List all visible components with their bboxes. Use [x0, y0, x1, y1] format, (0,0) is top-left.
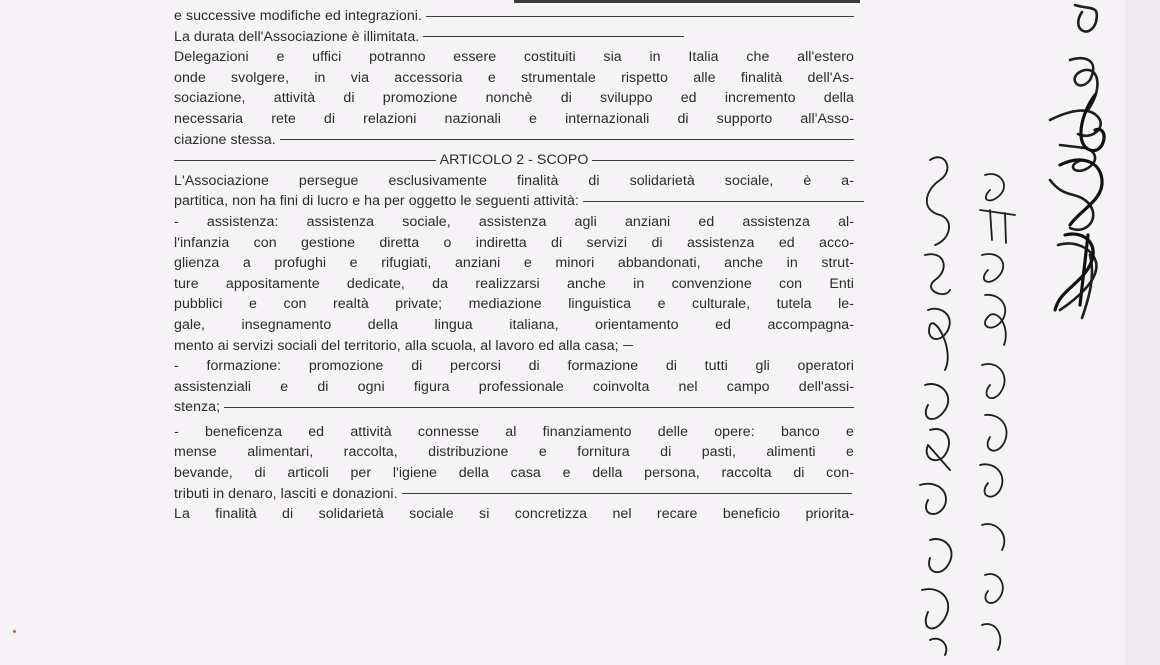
fill-dash: [174, 160, 436, 161]
line-text: e successive modifiche ed integrazioni.: [174, 8, 422, 24]
fill-dash: [426, 16, 854, 17]
line-text: La durata dell'Associazione è illimitata.: [174, 28, 420, 45]
signature-1: [1030, 0, 1125, 320]
line-text: tributi in denaro, lasciti e donazioni.: [174, 485, 398, 502]
text-line: [174, 27, 864, 48]
line-text: mense alimentari, raccolta, distribuzione e fornitura di pasti, alimenti e: [174, 444, 854, 461]
text-line: [174, 47, 864, 68]
line-text: onde svolgere, in via accessoria e strumentale rispetto alle finalità dell'As-: [174, 69, 854, 86]
article-heading: ARTICOLO 2 - SCOPO: [439, 152, 589, 169]
text-line: [174, 171, 864, 192]
text-line: [174, 356, 864, 377]
line-text: pubblici e con realtà private; mediazione linguistica e culturale, tutela le-: [174, 296, 854, 313]
text-line: [174, 397, 864, 418]
line-text: partitica, non ha fini di lucro e ha per oggetto le seguenti attività:: [174, 193, 579, 210]
text-line: [174, 109, 864, 130]
line-text: gale, insegnamento della lingua italiana, orientamento ed accompagna-: [174, 316, 854, 333]
line-text: mento ai servizi sociali del territorio, alla scuola, al lavoro ed alla casa;: [174, 337, 619, 354]
fill-dash: [280, 139, 854, 140]
fill-dash: [423, 36, 684, 37]
line-text: stenza;: [174, 399, 221, 416]
signature-4: [1040, 85, 1120, 315]
fill-dash: [224, 407, 854, 408]
text-line: [174, 130, 864, 151]
text-line: [174, 336, 864, 357]
text-line: [174, 88, 864, 109]
line-text: assistenziali e di ogni figura professionale coinvolta nel campo dell'assi-: [174, 378, 854, 395]
text-line: [174, 422, 864, 443]
signature-2: [900, 140, 980, 660]
line-text: - formazione: promozione di percorsi di formazione di tutti gli operatori: [174, 358, 854, 375]
line-text: bevande, di articoli per l'igiene della casa e della persona, raccolta di con-: [174, 465, 854, 482]
line-text: ture appositamente dedicate, da realizzarsi anche in convenzione con Enti: [174, 275, 854, 292]
page-margin: [1125, 0, 1160, 665]
fill-dash: [402, 493, 852, 494]
text-line: [174, 463, 864, 484]
text-line: [174, 504, 864, 525]
article-heading-line: [174, 150, 864, 171]
text-line: [174, 294, 864, 315]
text-line: [174, 315, 864, 336]
text-line: [174, 191, 864, 212]
fill-dash: [592, 160, 854, 161]
line-text: ciazione stessa.: [174, 131, 276, 148]
document-body: [174, 0, 864, 525]
line-text: necessaria rete di relazioni nazionali e internazionali di supporto all'Asso-: [174, 110, 854, 127]
paper-speck: [13, 630, 16, 633]
line-text: glienza a profughi e rifugiati, anziani e minori abbandonati, anche in strut-: [174, 255, 854, 272]
text-line: [174, 6, 864, 27]
text-line: [174, 442, 864, 463]
line-text: sociazione, attività di promozione nonchè di sviluppo ed incremento della: [174, 90, 854, 107]
line-text: L'Associazione persegue esclusivamente finalità di solidarietà sociale, è a-: [174, 172, 854, 189]
line-text: l'infanzia con gestione diretta o indiretta di servizi di assistenza ed acco-: [174, 234, 854, 251]
line-text: La finalità di solidarietà sociale si concretizza nel recare beneficio priorita-: [174, 506, 854, 523]
line-text: - beneficenza ed attività connesse al finanziamento delle opere: banco e: [174, 423, 854, 440]
line-text: Delegazioni e uffici potranno essere costituiti sia in Italia che all'estero: [174, 49, 854, 66]
text-line: [174, 253, 864, 274]
text-line: [174, 377, 864, 398]
fill-dash: [583, 201, 864, 202]
text-line: [174, 68, 864, 89]
line-text: - assistenza: assistenza sociale, assistenza agli anziani ed assistenza al-: [174, 213, 854, 230]
text-line: [174, 484, 864, 505]
text-line: [174, 233, 864, 254]
signature-3: [960, 165, 1030, 665]
text-line: [174, 274, 864, 295]
text-line: [174, 212, 864, 233]
fill-dash: [623, 345, 633, 346]
